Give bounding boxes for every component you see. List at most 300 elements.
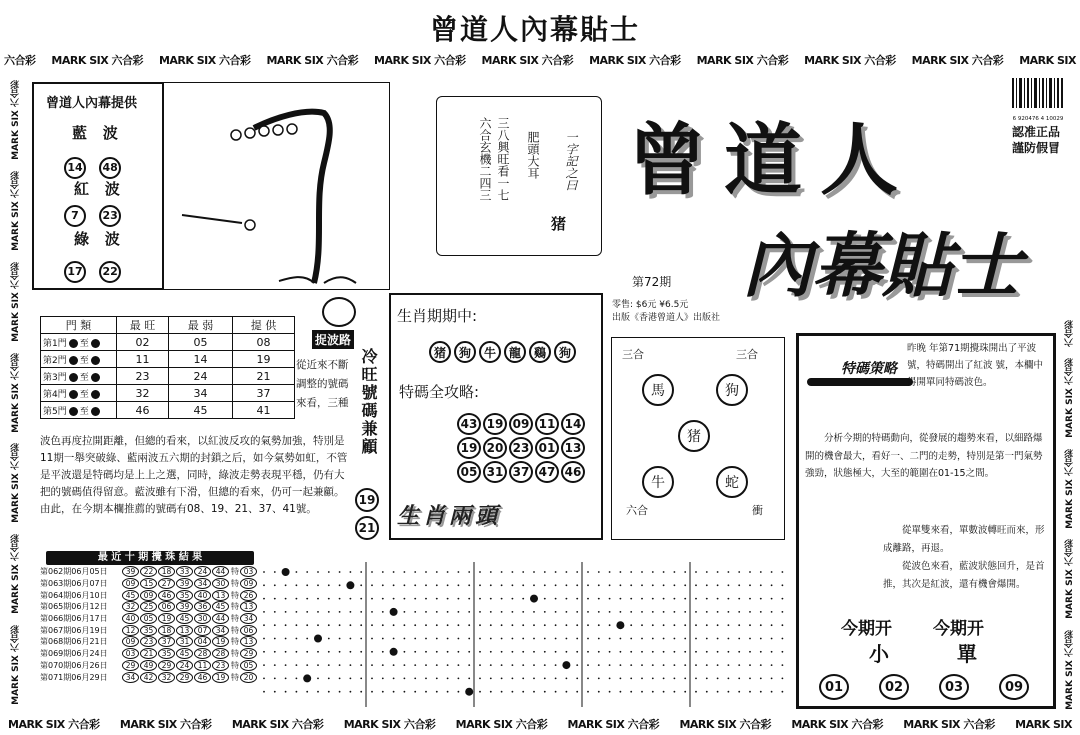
mark-six-logo: MARK SIX 六合彩: [266, 54, 359, 67]
trend-grid-dot: [393, 624, 395, 626]
special-title: 特碼全攻略:: [399, 383, 480, 401]
trend-grid-dot: [371, 624, 373, 626]
mark-six-logo: MARK SIX 六合彩: [231, 718, 324, 731]
trend-grid-dot: [728, 598, 730, 600]
riddle-scroll: [436, 96, 602, 256]
trend-grid-dot: [576, 651, 578, 653]
ball: 14: [64, 157, 86, 179]
trend-grid-dot: [425, 624, 427, 626]
trend-grid-dot: [350, 678, 352, 680]
trend-grid-dot: [749, 598, 751, 600]
trend-grid-dot: [717, 571, 719, 573]
trend-grid-dot: [360, 624, 362, 626]
trend-grid-dot: [630, 664, 632, 666]
trend-grid-dot: [641, 664, 643, 666]
trend-grid-dot: [328, 611, 330, 613]
scroll-riddle: 一字記之曰: [564, 131, 578, 191]
price: 零售: $6元 ¥6.5元: [612, 300, 689, 310]
trend-grid-dot: [274, 678, 276, 680]
ball: 48: [99, 157, 121, 179]
zodiac-animal: 龍: [504, 341, 526, 363]
trend-grid-dot: [263, 651, 265, 653]
provide-title: 曾道人內幕提供: [46, 96, 138, 111]
trend-grid-dot: [371, 651, 373, 653]
trend-grid-dot: [306, 651, 308, 653]
triad-node: 猪: [678, 420, 710, 452]
trend-grid-dot: [522, 638, 524, 640]
scroll-answer: 猪: [551, 215, 567, 233]
mark-six-logo: MARK SIX 六合彩: [158, 54, 251, 67]
trend-special-mark: [562, 661, 570, 669]
mark-six-logo: MARK SIX 六合彩: [589, 54, 681, 67]
trend-grid-dot: [749, 651, 751, 653]
mark-six-logo: MARK SIX 六合彩: [10, 80, 21, 160]
trend-grid-dot: [414, 571, 416, 573]
trend-grid-dot: [684, 584, 686, 586]
trend-grid-dot: [771, 584, 773, 586]
trend-special-mark: [314, 635, 322, 643]
trend-grid-dot: [371, 584, 373, 586]
door-name: 第4門: [43, 389, 67, 400]
trend-grid-dot: [317, 691, 319, 693]
mark-six-logo: MARK SIX: [1019, 53, 1076, 67]
trend-grid-dot: [490, 571, 492, 573]
mark-six-logo: MARK SIX 六合彩: [567, 718, 660, 731]
trend-grid-dot: [458, 638, 460, 640]
trend-grid-dot: [544, 598, 546, 600]
trend-grid-dot: [695, 584, 697, 586]
trend-grid-dot: [522, 651, 524, 653]
zodiac-panel: [389, 293, 603, 540]
trend-grid-dot: [404, 638, 406, 640]
trend-grid-dot: [620, 678, 622, 680]
trend-grid-dot: [404, 664, 406, 666]
trend-grid-dot: [717, 624, 719, 626]
door-label: [41, 368, 117, 385]
door-range: 至: [79, 406, 89, 417]
door-value: 37: [233, 385, 295, 402]
trend-grid-dot: [512, 678, 514, 680]
trend-grid-dot: [782, 624, 784, 626]
trend-grid-dot: [285, 638, 287, 640]
trend-grid-dot: [436, 664, 438, 666]
trend-grid-dot: [782, 638, 784, 640]
trend-special-mark: [303, 674, 311, 682]
trend-grid-dot: [468, 598, 470, 600]
history-ball: 06: [158, 601, 175, 612]
ball: 23: [99, 205, 121, 227]
history-ball: 19: [212, 672, 229, 683]
history-ball: 18: [158, 625, 175, 636]
trend-grid-dot: [663, 691, 665, 693]
mark-six-logo: MARK SIX 六合彩: [1064, 630, 1075, 710]
trend-grid-dot: [296, 651, 298, 653]
trend-grid-dot: [566, 571, 568, 573]
trend-grid-dot: [609, 611, 611, 613]
trend-grid-dot: [609, 598, 611, 600]
trend-grid-dot: [360, 651, 362, 653]
trend-grid-dot: [587, 638, 589, 640]
special-number: 47: [535, 461, 559, 483]
dot-icon: [91, 339, 100, 348]
trend-grid-dot: [458, 598, 460, 600]
table-row: [41, 334, 295, 351]
trend-grid-dot: [285, 584, 287, 586]
trend-grid-dot: [706, 691, 708, 693]
trend-grid-dot: [630, 571, 632, 573]
trend-grid-dot: [393, 571, 395, 573]
trend-grid-dot: [468, 611, 470, 613]
trend-grid-dot: [425, 571, 427, 573]
trend-grid-dot: [684, 664, 686, 666]
trend-grid-dot: [652, 664, 654, 666]
trend-grid-dot: [360, 664, 362, 666]
col-header: 最 弱: [169, 317, 233, 334]
cert-2: 謹防假冒: [1012, 141, 1061, 155]
history-special-label: 特: [231, 567, 239, 577]
trend-grid-dot: [652, 584, 654, 586]
mark-six-logo: MARK SIX 六合彩: [903, 718, 995, 731]
trend-grid-dot: [522, 691, 524, 693]
door-range: 至: [79, 389, 89, 400]
trend-grid-dot: [360, 611, 362, 613]
special-number: 19: [457, 437, 481, 459]
trend-grid-dot: [533, 584, 535, 586]
trend-grid-dot: [447, 678, 449, 680]
trend-grid-dot: [555, 598, 557, 600]
door-name: 第5門: [43, 406, 67, 417]
trend-grid-dot: [425, 664, 427, 666]
trend-grid-dot: [468, 678, 470, 680]
bottom-mark-strip: [0, 712, 1080, 735]
trend-grid-dot: [339, 638, 341, 640]
trend-grid-dot: [339, 584, 341, 586]
open-label-2: 今期开: [933, 619, 984, 639]
trend-grid-dot: [738, 611, 740, 613]
trend-grid-dot: [728, 651, 730, 653]
trend-grid-dot: [350, 651, 352, 653]
trend-grid-dot: [447, 611, 449, 613]
history-issue: 第064期06月10日: [40, 590, 108, 600]
history-ball: 09: [122, 578, 139, 589]
strategy-title: 特碼策略: [841, 361, 897, 377]
trend-grid-dot: [360, 584, 362, 586]
trend-grid-dot: [630, 611, 632, 613]
trend-grid-dot: [512, 611, 514, 613]
history-special-label: 特: [231, 672, 239, 682]
mark-six-logo: MARK SIX 六合彩: [911, 54, 1004, 67]
trend-grid-dot: [447, 691, 449, 693]
trend-grid-dot: [479, 584, 481, 586]
history-ball: 19: [212, 636, 229, 647]
trend-grid-dot: [479, 611, 481, 613]
history-row: [40, 636, 258, 648]
trend-grid-dot: [425, 584, 427, 586]
trend-grid-dot: [328, 691, 330, 693]
history-ball: 35: [176, 590, 193, 601]
door-label: [41, 334, 117, 351]
trend-grid-dot: [306, 571, 308, 573]
mark-six-logo: MARK SIX 六合彩: [10, 170, 21, 251]
trend-grid-dot: [479, 651, 481, 653]
dot-icon: [69, 390, 78, 399]
trend-grid-dot: [458, 571, 460, 573]
history-ball: 13: [212, 590, 229, 601]
trend-grid-dot: [512, 651, 514, 653]
trend-grid-dot: [620, 664, 622, 666]
trend-grid-dot: [587, 691, 589, 693]
trend-grid-dot: [771, 691, 773, 693]
history-ball: 03: [122, 648, 139, 659]
door-label: [41, 351, 117, 368]
trend-grid-dot: [393, 598, 395, 600]
trend-grid-dot: [328, 584, 330, 586]
trend-grid-dot: [620, 584, 622, 586]
door-value: 34: [169, 385, 233, 402]
trend-grid-dot: [555, 664, 557, 666]
trend-grid-dot: [317, 598, 319, 600]
trend-grid-dot: [598, 691, 600, 693]
trend-grid-dot: [512, 624, 514, 626]
trend-grid-dot: [414, 624, 416, 626]
history-ball: 28: [212, 648, 229, 659]
catch-icon: [322, 297, 356, 327]
trend-grid-dot: [414, 611, 416, 613]
trend-grid-dot: [641, 584, 643, 586]
ball: 17: [64, 261, 86, 283]
trend-grid-dot: [533, 678, 535, 680]
history-issue: 第062期06月05日: [40, 567, 108, 577]
trend-grid-dot: [587, 598, 589, 600]
trend-grid-dot: [490, 611, 492, 613]
dot-icon: [91, 407, 100, 416]
ball: 19: [355, 488, 379, 512]
trend-grid-dot: [674, 691, 676, 693]
brand-name: 曾道人: [628, 115, 917, 206]
trend-grid-dot: [695, 664, 697, 666]
trend-special-mark: [282, 568, 290, 576]
door-value: 02: [117, 334, 169, 351]
trend-grid-dot: [425, 691, 427, 693]
trend-grid-dot: [263, 638, 265, 640]
green-numbers: [64, 260, 121, 283]
trend-grid-dot: [771, 598, 773, 600]
trend-grid-dot: [512, 571, 514, 573]
strategy-panel: [796, 333, 1056, 709]
trend-grid-dot: [458, 691, 460, 693]
door-name: 第2門: [43, 355, 67, 366]
trend-grid-dot: [404, 571, 406, 573]
trend-grid-dot: [382, 571, 384, 573]
col-header: 門 類: [41, 317, 117, 334]
history-ball: 46: [158, 590, 175, 601]
trend-grid-dot: [296, 584, 298, 586]
trend-grid-dot: [285, 611, 287, 613]
trend-grid-dot: [706, 678, 708, 680]
trend-grid-dot: [414, 598, 416, 600]
blue-wave-label: 藍 波: [72, 124, 118, 142]
history-special-label: 特: [231, 602, 239, 612]
history-special-label: 特: [231, 637, 239, 647]
trend-grid-dot: [274, 584, 276, 586]
col-header: 提 供: [233, 317, 295, 334]
trend-grid-dot: [555, 651, 557, 653]
trend-grid-dot: [263, 624, 265, 626]
trend-grid-dot: [598, 584, 600, 586]
history-ball: 33: [176, 566, 193, 577]
special-number: 46: [561, 461, 585, 483]
trend-grid-dot: [479, 624, 481, 626]
trend-grid-dot: [339, 651, 341, 653]
trend-grid-dot: [479, 638, 481, 640]
zodiac-animals: [429, 341, 576, 363]
trend-grid-dot: [652, 624, 654, 626]
trend-grid-dot: [360, 678, 362, 680]
trend-grid-dot: [609, 584, 611, 586]
trend-grid-dot: [501, 598, 503, 600]
history-ball: 12: [122, 625, 139, 636]
trend-grid-dot: [360, 638, 362, 640]
history-row: [40, 566, 258, 578]
mark-six-logo: MARK SIX 六合彩: [343, 718, 436, 731]
trend-grid-dot: [544, 691, 546, 693]
trend-grid-dot: [663, 584, 665, 586]
history-ball: 35: [158, 648, 175, 659]
trend-grid-dot: [652, 571, 654, 573]
trend-grid-dot: [371, 678, 373, 680]
trend-grid-dot: [652, 611, 654, 613]
trend-grid-dot: [544, 584, 546, 586]
provide-panel: [32, 82, 164, 290]
history-ball: 04: [194, 636, 211, 647]
history-issue: 第065期06月12日: [40, 602, 108, 612]
table-row: [41, 351, 295, 368]
trend-grid-dot: [674, 651, 676, 653]
history-ball: 09: [140, 590, 157, 601]
mark-six-logo: 六合彩: [4, 54, 36, 67]
trend-grid-dot: [490, 638, 492, 640]
trend-grid-dot: [717, 691, 719, 693]
dot-icon: [69, 407, 78, 416]
special-number: 14: [561, 413, 585, 435]
trend-grid-dot: [512, 598, 514, 600]
trend-grid-dot: [339, 678, 341, 680]
trend-grid-dot: [663, 598, 665, 600]
trend-grid-dot: [674, 624, 676, 626]
trend-grid-dot: [458, 624, 460, 626]
trend-grid-dot: [522, 664, 524, 666]
trend-grid-dot: [555, 638, 557, 640]
trend-grid-dot: [328, 571, 330, 573]
trend-grid-dot: [663, 571, 665, 573]
trend-grid-dot: [317, 651, 319, 653]
trend-grid-dot: [652, 651, 654, 653]
trend-grid-dot: [717, 611, 719, 613]
trend-grid-dot: [544, 651, 546, 653]
trend-grid-dot: [674, 571, 676, 573]
trend-grid-dot: [706, 651, 708, 653]
trend-grid-dot: [609, 638, 611, 640]
trend-grid-dot: [544, 638, 546, 640]
history-row: [40, 624, 258, 636]
ball: 21: [355, 516, 379, 540]
trend-grid-dot: [522, 678, 524, 680]
red-wave-label: 紅 波: [74, 180, 120, 198]
trend-grid-dot: [760, 584, 762, 586]
trend-grid-dot: [382, 678, 384, 680]
trend-grid-dot: [274, 598, 276, 600]
history-ball: 34: [212, 625, 229, 636]
trend-grid-dot: [468, 571, 470, 573]
history-ball: 39: [122, 566, 139, 577]
table-row: [41, 402, 295, 419]
trend-grid-dot: [555, 571, 557, 573]
history-ball: 36: [194, 601, 211, 612]
trend-grid-dot: [285, 678, 287, 680]
trend-grid-dot: [490, 664, 492, 666]
trend-grid-dot: [447, 571, 449, 573]
history-ball: 23: [140, 636, 157, 647]
history-ball: 37: [158, 636, 175, 647]
left-mark-strip: [4, 80, 26, 705]
trend-grid-dot: [641, 678, 643, 680]
trend-grid-dot: [630, 624, 632, 626]
special-number: 13: [561, 437, 585, 459]
issue-number: 第72期: [632, 275, 672, 289]
trend-grid-dot: [630, 598, 632, 600]
trend-grid-dot: [285, 651, 287, 653]
trend-grid-dot: [695, 611, 697, 613]
history-row: [40, 671, 258, 683]
trend-grid-dot: [566, 598, 568, 600]
trend-grid-dot: [609, 571, 611, 573]
trend-grid-dot: [782, 584, 784, 586]
trend-grid-dot: [782, 691, 784, 693]
trend-grid-dot: [522, 584, 524, 586]
trend-grid-dot: [706, 664, 708, 666]
trend-grid-dot: [317, 584, 319, 586]
trend-grid-dot: [555, 691, 557, 693]
history-ball: 45: [212, 601, 229, 612]
history-special-ball: 34: [240, 613, 257, 624]
trend-grid-dot: [522, 611, 524, 613]
trend-grid-dot: [620, 651, 622, 653]
trend-grid-dot: [566, 584, 568, 586]
trend-grid-dot: [512, 584, 514, 586]
door-value: 32: [117, 385, 169, 402]
trend-grid-dot: [263, 664, 265, 666]
trend-grid-dot: [566, 678, 568, 680]
history-special-ball: 26: [240, 590, 257, 601]
trend-grid-dot: [760, 611, 762, 613]
brand-sub: 內幕貼士: [742, 224, 1022, 307]
trend-grid-dot: [339, 664, 341, 666]
trend-grid-dot: [360, 691, 362, 693]
trend-grid-dot: [782, 664, 784, 666]
publisher: 出版《香港曾道人》出版社: [612, 313, 721, 323]
trend-grid-dot: [706, 638, 708, 640]
special-number: 20: [483, 437, 507, 459]
trend-grid-dot: [404, 624, 406, 626]
history-row: [40, 613, 258, 625]
trend-grid-dot: [717, 584, 719, 586]
triad-panel: [611, 337, 785, 540]
trend-grid-dot: [263, 584, 265, 586]
history-ball: 30: [194, 613, 211, 624]
history-issue: 第066期06月17日: [40, 614, 108, 624]
door-range: 至: [79, 338, 89, 349]
trend-grid-dot: [350, 691, 352, 693]
